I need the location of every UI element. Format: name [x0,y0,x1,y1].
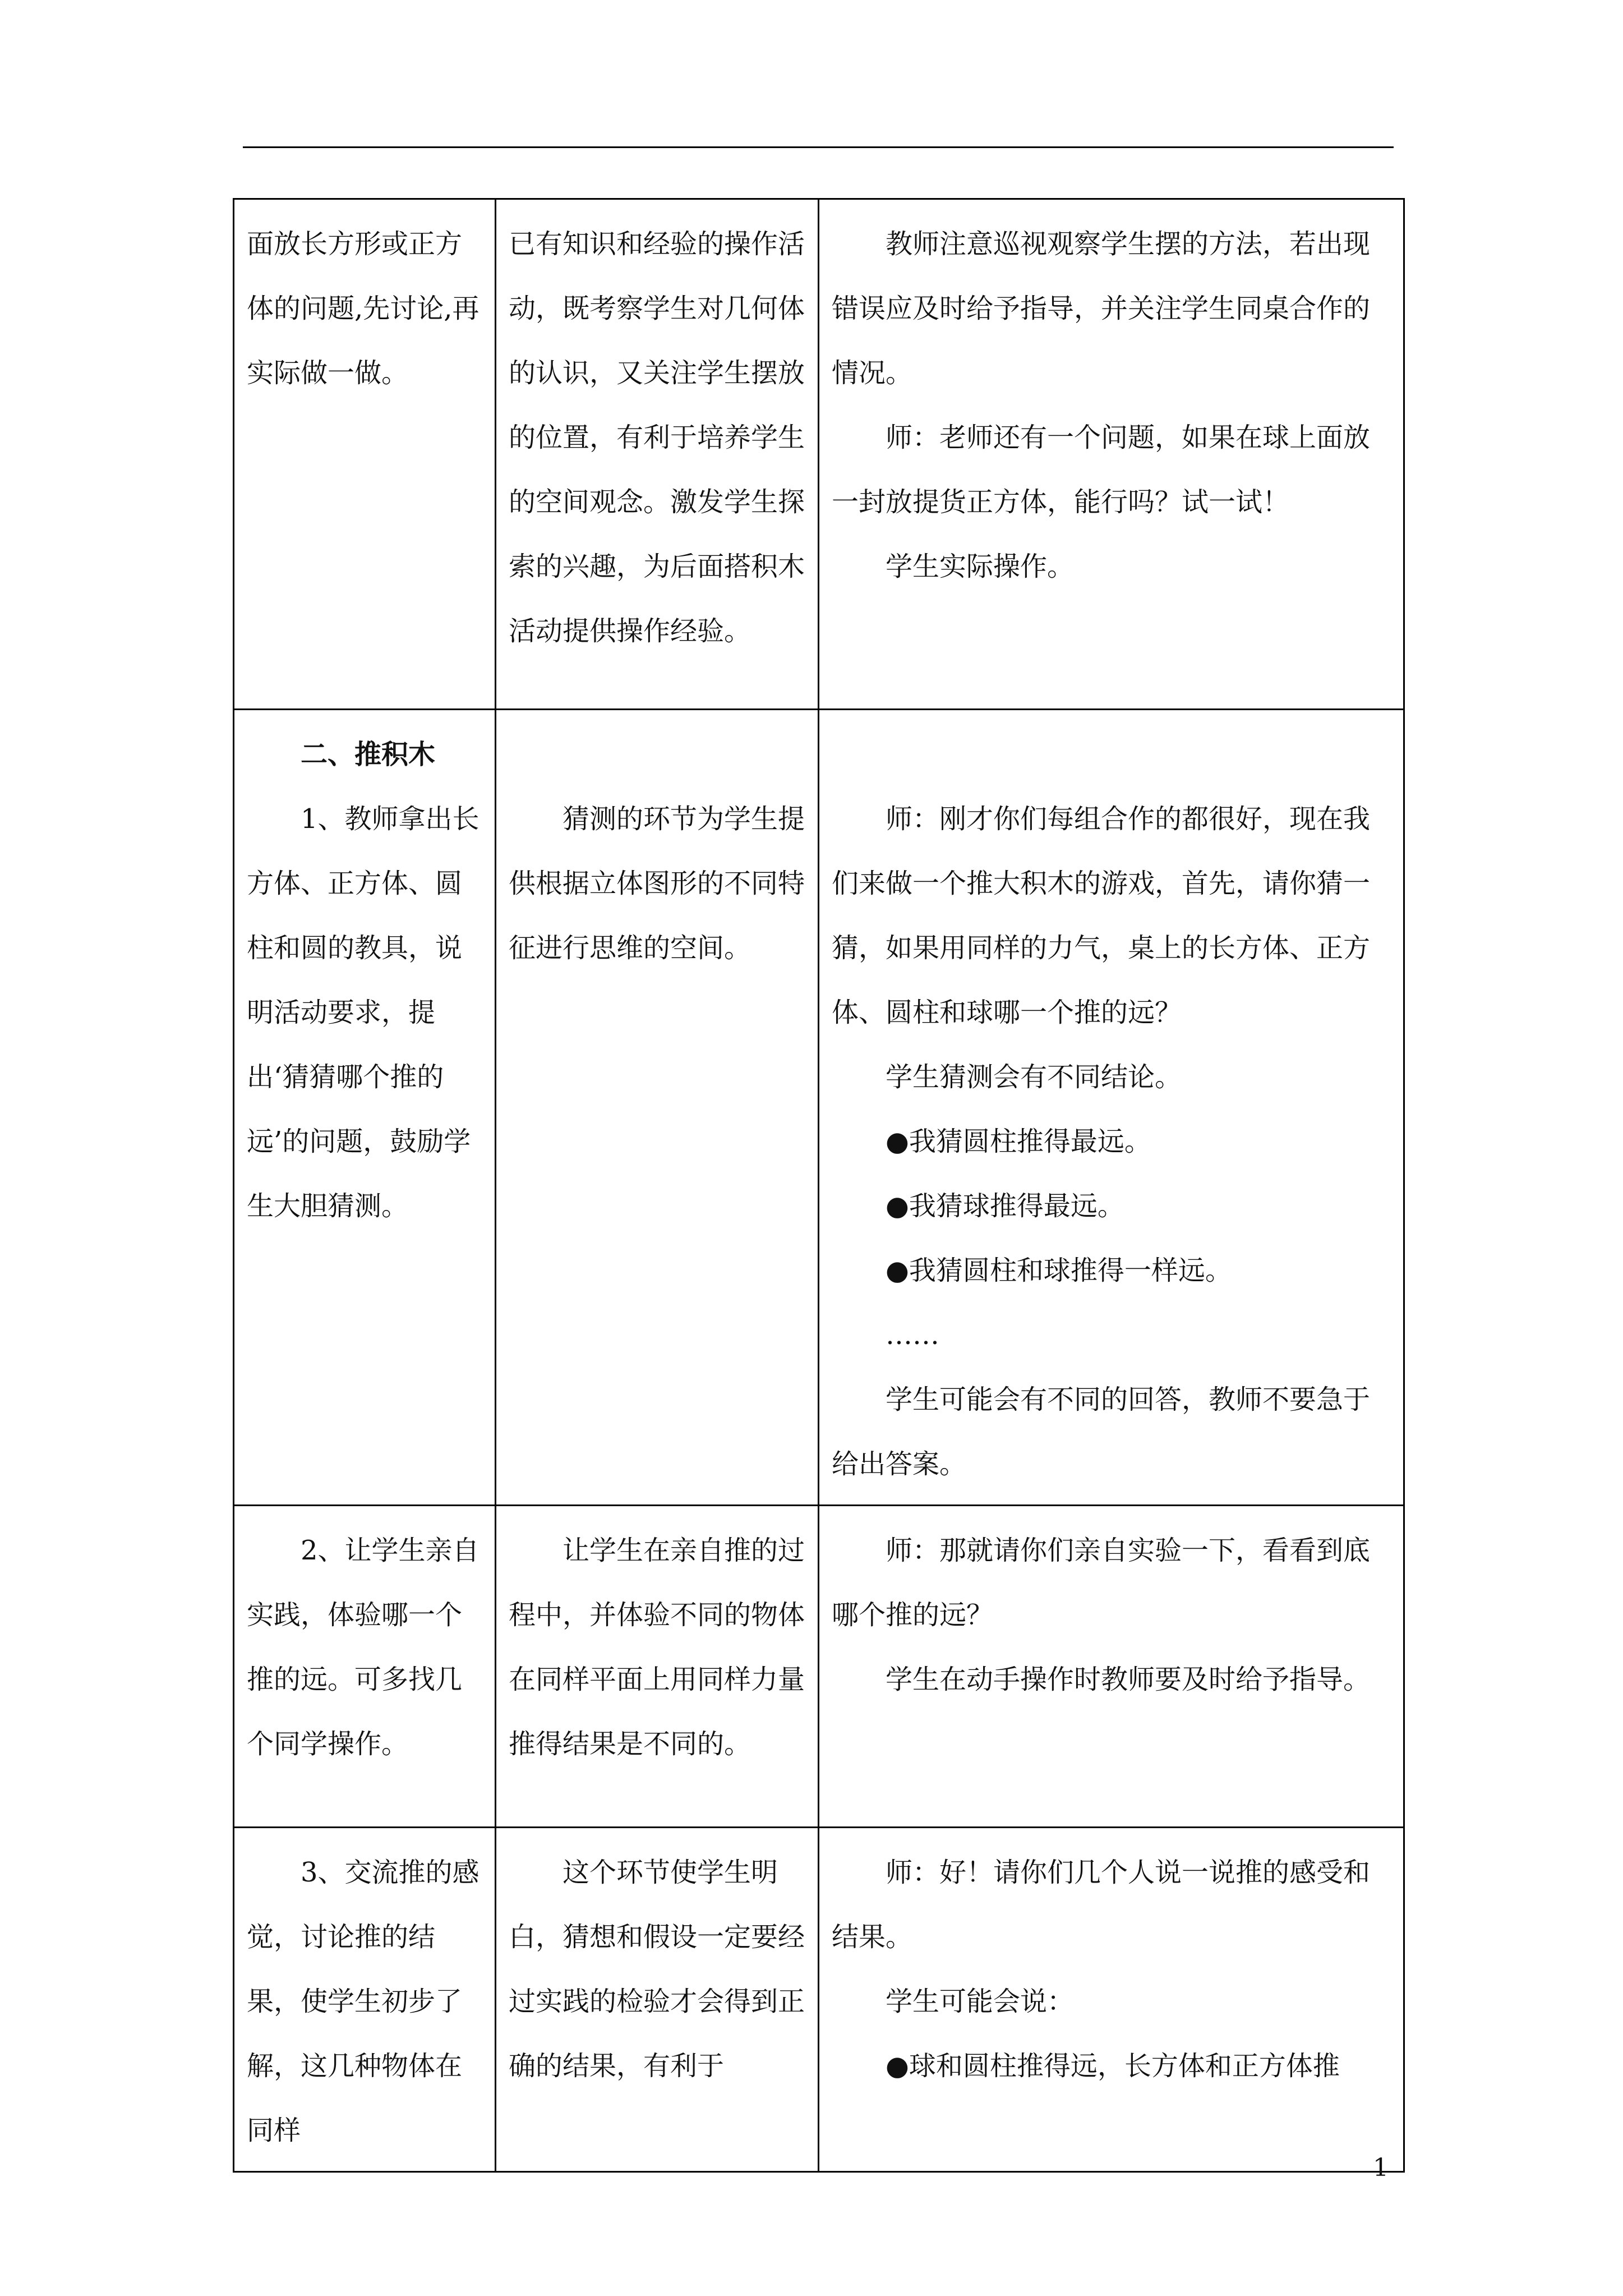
process-cell [819,1506,1404,1828]
spacer-line [509,723,810,787]
intent-cell [496,1828,819,2172]
page-number: 1 [1373,2154,1389,2182]
paragraph: ●我猜圆柱和球推得一样远。 [886,1255,1232,1286]
paragraph: 这个环节使学生明白，猜想和假设一定要经过实践的检验才会得到正确的结果，有利于 [509,1857,805,2082]
process-cell [819,710,1404,1506]
paragraph: 3、交流推的感觉，讨论推的结果，使学生初步了解，这几种物体在同样 [247,1857,479,2146]
process-cell [819,199,1404,710]
activity-cell [234,199,496,710]
paragraph: 学生可能会说： [886,1986,1075,2017]
paragraph: 面放长方形或正方体的问题,先讨论,再实际做一做。 [247,228,479,389]
paragraph: …… [886,1319,939,1351]
spacer-line [832,723,1395,787]
paragraph: 师：刚才你们每组合作的都很好，现在我们来做一个推大积木的游戏，首先，请你猜一猜，如果用同样的力气，桌上的长方体、正方体、圆柱和球哪一个推的远？ [832,803,1371,1028]
header-rule [243,146,1394,148]
lesson-plan-table [233,198,1405,2173]
paragraph: ●我猜圆柱推得最远。 [886,1126,1151,1157]
paragraph: 二、推积木 [301,739,436,770]
paragraph: 1、教师拿出长方体、正方体、圆柱和圆的教具，说明活动要求，提出‘猜猜哪个推的远’的问题，鼓励学生大胆猜测。 [247,803,479,1222]
paragraph: ●球和圆柱推得远，长方体和正方体推 [886,2050,1340,2082]
activity-cell [234,710,496,1506]
paragraph: 学生猜测会有不同结论。 [886,1061,1182,1093]
paragraph: 学生可能会有不同的回答，教师不要急于给出答案。 [832,1384,1371,1480]
intent-cell [496,1506,819,1828]
table-row [234,1828,1404,2172]
paragraph: 师：那就请你们亲自实验一下，看看到底哪个推的远？ [832,1535,1371,1631]
paragraph: 师：好！请你们几个人说一说推的感受和结果。 [832,1857,1371,1953]
intent-cell [496,710,819,1506]
paragraph: 学生实际操作。 [886,551,1075,582]
activity-cell [234,1506,496,1828]
table-row [234,199,1404,710]
table-row [234,710,1404,1506]
paragraph: 学生在动手操作时教师要及时给予指导。 [886,1664,1371,1695]
paragraph: 已有知识和经验的操作活动，既考察学生对几何体的认识，又关注学生摆放的位置，有利于培养学生的空间观念。激发学生探索的兴趣，为后面搭积木活动提供操作经验。 [509,228,805,647]
activity-cell [234,1828,496,2172]
paragraph: 师：老师还有一个问题，如果在球上面放一封放提货正方体，能行吗？试一试！ [832,422,1371,518]
intent-cell [496,199,819,710]
paragraph: ●我猜球推得最远。 [886,1190,1124,1222]
table-row [234,1506,1404,1828]
paragraph: 让学生在亲自推的过程中，并体验不同的物体在同样平面上用同样力量推得结果是不同的。 [509,1535,805,1760]
paragraph: 2、让学生亲自实践，体验哪一个推的远。可多找几个同学操作。 [247,1535,479,1760]
paragraph: 教师注意巡视观察学生摆的方法，若出现错误应及时给予指导，并关注学生同桌合作的情况。 [832,228,1371,389]
process-cell [819,1828,1404,2172]
paragraph: 猜测的环节为学生提供根据立体图形的不同特征进行思维的空间。 [509,803,805,964]
